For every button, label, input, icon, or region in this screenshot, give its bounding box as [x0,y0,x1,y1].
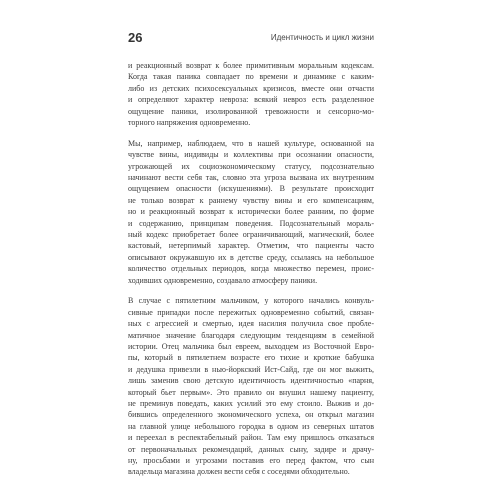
text-line: который бьет первым». Это правило он внушил нашему пациенту, [128,387,374,397]
text-line: сивные припадки после пережитых одновременно событий, связан- [128,307,374,317]
text-line: ходивших одновременно, создавало атмосферу паники. [128,275,318,285]
paragraph [128,138,374,286]
paragraph [128,60,374,128]
text-line: ных с агрессией и смертью, идея насилия получила свое проблe- [128,319,374,329]
text-line: матичное значение благодаря следующим тенденциям в семейной [128,330,374,340]
text-line: торного напряжения одновременно. [128,117,251,127]
text-line: и реакционный возврат к более примитивным моральным кодексам. [128,61,374,70]
text-line: описывают окружавшую их в детстве среду, ссылаясь на небольшое [128,252,374,262]
text-line: Мы, например, наблюдаем, что в нашей культуре, основанной на [128,138,374,148]
text-line: угрожающей их социоэкономическому статусу, подсознательно [128,161,374,171]
text-line: В случае с пятилетним мальчиком, у которого начались конвуль- [128,296,374,306]
text-line: ну, просьбами и угрозами поставив его перед фактом, что сын [128,455,374,465]
text-line: ный кодекс приобретает более ограничивающий, магический, более [128,229,374,239]
text-line: Когда такая паника совпадает по времени и динамике с каким- [128,72,374,82]
text-line: и дедушка привезли в нью-йоркский Ист-Сайд, где он мог выжить, [128,364,374,374]
text-line: начинают вести себя так, словно эта угроза вызвана их внутренним [128,173,374,183]
running-title: Идентичность и цикл жизни [270,33,374,42]
text-line: кастовый, нетерпимый характер. Отметим, что пациенты часто [128,241,374,251]
text-line: количество отдельных периодов, когда множество перемен, проис- [128,264,374,274]
paragraph [128,295,374,477]
text-line: и определяют характер невроза: всякий невроз есть разделенное [128,95,374,105]
text-line: ощущением опасности (искушениями). В результате происходит [128,184,374,194]
text-line: и переехал в респектабельный район. Там ему пришлось отказаться [128,433,374,443]
text-line: бившись определенного экономического успеха, он открыл магазин [128,410,374,420]
text-line: ощущение паники, изолированной тревожности и сенсорно-мо- [128,106,374,116]
page-number: 26 [128,30,143,45]
text-line: чувстве вины, индивиды и коллективы при осознании опасности, [128,150,374,160]
text-line: на главной улице небольшого городка в одном из северных штатов [128,421,374,431]
text-line: от первоначальных рекомендаций, данных сыну, задире и драчу- [128,444,374,454]
text-line: истории. Отец мальчика был евреем, выходцем из Восточной Евро- [128,341,374,351]
text-line: пы, который в пятилетнем возрасте его тихие и кроткие бабушка [128,353,374,363]
text-line: не преминув поведать, каких усилий это ему стоило. Выжив и до- [128,398,374,408]
text-line: владельца магазина должен вести себя с соседями обходительно. [128,467,350,477]
text-line: и содержанию, принципам поведения. Подсознательный мораль- [128,218,374,228]
body-text [128,60,374,487]
page-header [128,30,374,48]
text-line: не только возврат к раннему чувству вины и его компенсациям, [128,195,374,205]
text-line: лишь заменив свою детскую идентичность идентичностью «парня, [128,376,374,386]
text-line: но и реакционный возврат к исторически более ранним, по форме [128,207,374,217]
text-line: либо из детских психосексуальных кризисов, вместе они отчасти [128,83,374,93]
